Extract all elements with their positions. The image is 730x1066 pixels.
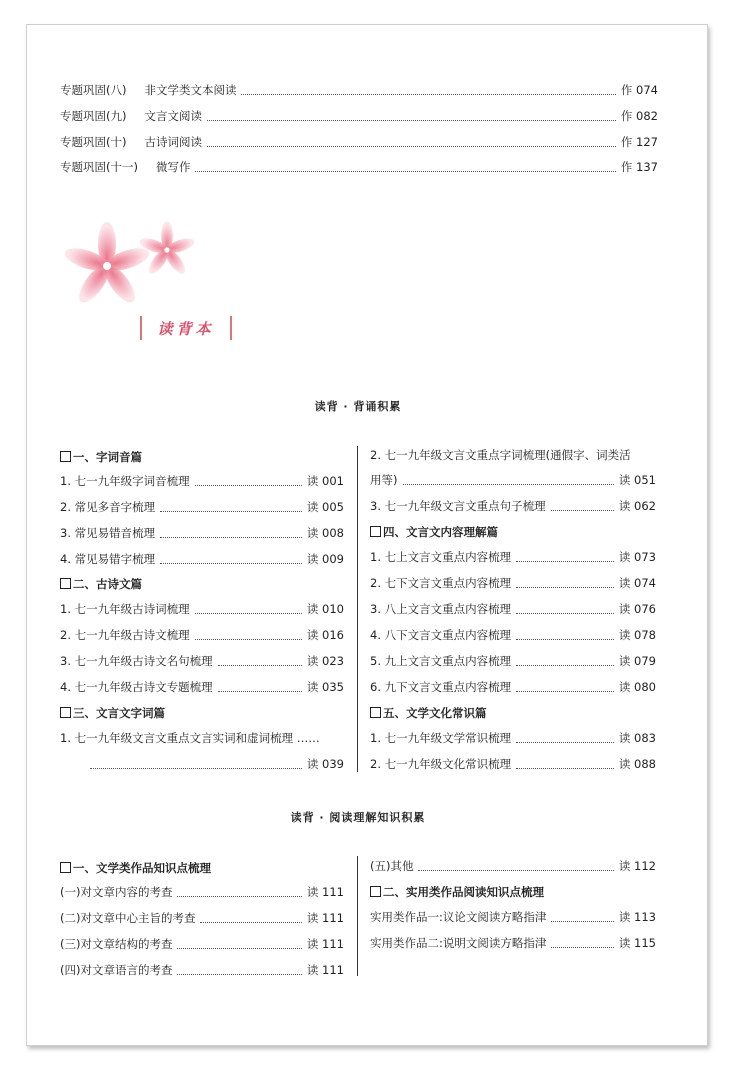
- flower-decoration-icon: [62, 218, 202, 308]
- item-label: 2. 七一九年级古诗文梳理: [60, 628, 190, 642]
- item-label: 1. 七上文言文重点内容梳理: [370, 550, 512, 564]
- item-label: 4. 八下文言文重点内容梳理: [370, 628, 512, 642]
- item-page: 读 076: [618, 602, 656, 616]
- toc-page: 作 074: [620, 83, 658, 97]
- checkbox-square-icon: [370, 526, 381, 537]
- toc-item[interactable]: [60, 499, 344, 515]
- leader-dots: [241, 86, 615, 95]
- item-label: 实用类作品一:议论文阅读方略指津: [370, 910, 547, 924]
- leader-dots: [200, 914, 301, 923]
- item-label: 3. 七一九年级文言文重点句子梳理: [370, 499, 546, 513]
- leader-dots: [218, 657, 302, 666]
- item-label: (三)对文章结构的考查: [60, 937, 173, 951]
- banner-text: 读背本: [157, 320, 215, 338]
- category-label: 一、字词音篇: [73, 450, 142, 464]
- toc-item[interactable]: [370, 679, 656, 695]
- item-page: 读 016: [306, 628, 344, 642]
- item-page: 读 035: [306, 680, 344, 694]
- leader-dots: [160, 529, 302, 538]
- toc-page: 作 137: [620, 160, 658, 174]
- category-heading: [370, 705, 487, 721]
- checkbox-square-icon: [60, 451, 71, 462]
- leader-dots: [516, 683, 614, 692]
- toc-item-line1[interactable]: 2. 七一九年级文言文重点字词梳理(通假字、词类活: [370, 448, 631, 462]
- category-label: 五、文学文化常识篇: [383, 706, 487, 720]
- item-page: 读 111: [306, 937, 344, 951]
- toc-item[interactable]: [60, 627, 344, 643]
- toc-item[interactable]: [60, 473, 344, 489]
- item-label: 2. 常见多音字梳理: [60, 500, 156, 514]
- item-page: 读 113: [618, 910, 656, 924]
- leader-dots: [218, 683, 302, 692]
- leader-dots: [551, 502, 614, 511]
- checkbox-square-icon: [60, 707, 71, 718]
- section2-title: 读背 · 阅读理解知识积累: [290, 811, 426, 824]
- category-heading: [370, 884, 544, 900]
- item-page: 读 023: [306, 654, 344, 668]
- toc-item[interactable]: [370, 549, 656, 565]
- leader-dots: [195, 631, 302, 640]
- toc-item[interactable]: [370, 730, 656, 746]
- toc-title: 古诗词阅读: [144, 135, 202, 149]
- leader-dots: [177, 888, 301, 897]
- leader-dots: [90, 760, 302, 769]
- leader-dots: [207, 138, 616, 147]
- item-page: 读 073: [618, 550, 656, 564]
- item-page: 读 039: [306, 757, 344, 771]
- item-page: 读 115: [618, 936, 656, 950]
- section-banner: [140, 316, 232, 340]
- item-label: 3. 常见易错音梳理: [60, 526, 156, 540]
- toc-item[interactable]: [60, 962, 344, 978]
- item-page: 读 080: [618, 680, 656, 694]
- item-page: 读 062: [618, 499, 656, 513]
- leader-dots: [195, 605, 302, 614]
- toc-item[interactable]: [370, 498, 656, 514]
- toc-page: 作 082: [620, 109, 658, 123]
- toc-item[interactable]: [60, 884, 344, 900]
- toc-row-9[interactable]: [60, 108, 658, 124]
- toc-item[interactable]: [60, 653, 344, 669]
- item-label: 实用类作品二:说明文阅读方略指津: [370, 936, 547, 950]
- item-label: 1. 七一九年级文学常识梳理: [370, 731, 512, 745]
- category-label: 三、文言文字词篇: [73, 706, 165, 720]
- checkbox-square-icon: [370, 886, 381, 897]
- leader-dots: [516, 657, 614, 666]
- banner-bar-right: [230, 316, 232, 340]
- item-label: 2. 七下文言文重点内容梳理: [370, 576, 512, 590]
- toc-item[interactable]: [370, 601, 656, 617]
- toc-item[interactable]: [370, 575, 656, 591]
- toc-row-10[interactable]: [60, 134, 658, 150]
- item-label: (五)其他: [370, 859, 414, 873]
- toc-item[interactable]: [60, 936, 344, 952]
- item-label: 5. 九上文言文重点内容梳理: [370, 654, 512, 668]
- toc-topic: 专题巩固(八): [60, 83, 127, 97]
- item-page: 读 051: [618, 473, 656, 487]
- leader-dots: [516, 631, 614, 640]
- toc-row-11[interactable]: [60, 159, 658, 175]
- leader-dots: [516, 605, 614, 614]
- item-page: 读 079: [618, 654, 656, 668]
- item-page: 读 111: [306, 885, 344, 899]
- item-page: 读 112: [618, 859, 656, 873]
- checkbox-square-icon: [370, 707, 381, 718]
- category-label: 四、文言文内容理解篇: [383, 525, 498, 539]
- item-label: 4. 常见易错字梳理: [60, 552, 156, 566]
- leader-dots: [160, 503, 302, 512]
- category-heading: [60, 860, 211, 876]
- toc-title: 微写作: [155, 160, 191, 174]
- category-label: 二、实用类作品阅读知识点梳理: [383, 885, 544, 899]
- toc-item-line2[interactable]: [90, 756, 344, 772]
- toc-item[interactable]: [60, 525, 344, 541]
- toc-item[interactable]: [370, 935, 656, 951]
- item-label: 1. 七一九年级字词音梳理: [60, 474, 190, 488]
- section1-divider: [357, 446, 358, 772]
- toc-title: 文言文阅读: [144, 109, 202, 123]
- toc-title: 非文学类文本阅读: [144, 83, 237, 97]
- toc-page: 作 127: [620, 135, 658, 149]
- item-label: 3. 七一九年级古诗文名句梳理: [60, 654, 213, 668]
- item-page: 读 008: [306, 526, 344, 540]
- item-label: (一)对文章内容的考查: [60, 885, 173, 899]
- item-label: 1. 七一九年级古诗词梳理: [60, 602, 190, 616]
- toc-topic: 专题巩固(十一): [60, 160, 138, 174]
- category-heading: [370, 524, 498, 540]
- item-label: 2. 七一九年级文化常识梳理: [370, 757, 512, 771]
- leader-dots: [195, 163, 615, 172]
- item-label: (二)对文章中心主旨的考查: [60, 911, 196, 925]
- leader-dots: [160, 555, 302, 564]
- leader-dots: [418, 862, 613, 871]
- checkbox-square-icon: [60, 578, 71, 589]
- checkbox-square-icon: [60, 862, 71, 873]
- item-page: 读 005: [306, 500, 344, 514]
- item-page: 读 083: [618, 731, 656, 745]
- item-page: 读 111: [306, 963, 344, 977]
- toc-row-8[interactable]: [60, 82, 658, 98]
- leader-dots: [177, 966, 301, 975]
- toc-item[interactable]: [370, 909, 656, 925]
- item-page: 读 078: [618, 628, 656, 642]
- leader-dots: [195, 477, 302, 486]
- category-label: 一、文学类作品知识点梳理: [73, 861, 211, 875]
- item-label: 3. 八上文言文重点内容梳理: [370, 602, 512, 616]
- leader-dots: [516, 760, 614, 769]
- item-label: (四)对文章语言的考查: [60, 963, 173, 977]
- toc-item[interactable]: [60, 679, 344, 695]
- toc-item[interactable]: [60, 601, 344, 617]
- leader-dots: [551, 939, 614, 948]
- leader-dots: [403, 476, 614, 485]
- section1-title: 读背 · 背诵积累: [314, 400, 402, 413]
- category-heading: [60, 449, 142, 465]
- toc-item[interactable]: [60, 910, 344, 926]
- toc-item[interactable]: [370, 858, 656, 874]
- leader-dots: [516, 553, 614, 562]
- item-label: 4. 七一九年级古诗文专题梳理: [60, 680, 213, 694]
- toc-topic: 专题巩固(十): [60, 135, 127, 149]
- leader-dots: [177, 940, 301, 949]
- item-label: 6. 九下文言文重点内容梳理: [370, 680, 512, 694]
- item-page: 读 074: [618, 576, 656, 590]
- item-page: 读 010: [306, 602, 344, 616]
- toc-item[interactable]: [370, 756, 656, 772]
- item-page: 读 111: [306, 911, 344, 925]
- toc-item[interactable]: [370, 653, 656, 669]
- item-page: 读 009: [306, 552, 344, 566]
- leader-dots: [516, 734, 614, 743]
- category-heading: [60, 705, 165, 721]
- item-page: 读 001: [306, 474, 344, 488]
- item-label: 用等): [370, 473, 398, 487]
- leader-dots: [207, 112, 616, 121]
- toc-item-line2[interactable]: [370, 472, 656, 488]
- section2-divider: [357, 856, 358, 976]
- category-label: 二、古诗文篇: [73, 577, 142, 591]
- leader-dots: [516, 579, 614, 588]
- leader-dots: [551, 913, 614, 922]
- toc-item-line1[interactable]: 1. 七一九年级文言文重点文言实词和虚词梳理 ……: [60, 731, 320, 745]
- category-heading: [60, 576, 142, 592]
- toc-item[interactable]: [60, 551, 344, 567]
- toc-topic: 专题巩固(九): [60, 109, 127, 123]
- item-page: 读 088: [618, 757, 656, 771]
- toc-item[interactable]: [370, 627, 656, 643]
